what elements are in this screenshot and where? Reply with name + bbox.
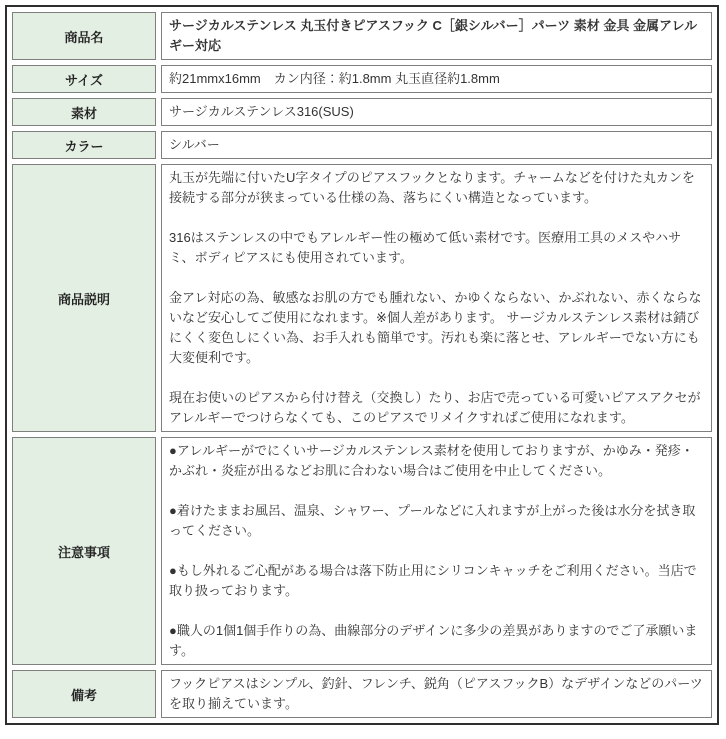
- product-spec-table: [5, 5, 719, 725]
- product-spec-table-body: [12, 12, 712, 718]
- spec-row-precautions: [12, 437, 712, 665]
- row-value-size: [161, 65, 712, 93]
- row-value-remarks-paragraph: フックピアスはシンプル、釣針、フレンチ、鋭角（ピアスフックB）なデザインなどのパーツを取り揃えています。: [169, 676, 703, 711]
- row-value-description: [161, 164, 712, 432]
- row-label-size: サイズ: [12, 65, 156, 93]
- spec-row-remarks: [12, 670, 712, 718]
- spec-row-material: [12, 98, 712, 126]
- row-value-material: [161, 98, 712, 126]
- row-label-precautions: 注意事項: [12, 437, 156, 665]
- row-value-product-name-paragraph: サージカルステンレス 丸玉付きピアスフック C［銀シルバー］パーツ 素材 金具 金属アレルギー対応: [169, 18, 698, 53]
- row-value-description-paragraph: 金アレ対応の為、敏感なお肌の方でも腫れない、かゆくならない、かぶれない、赤くならないなど安心してご使用になれます。※個人差があります。 サージカルステンレス素材は錆びにくく変色しにくい為、お手入れも簡単です。汚れも楽に落とせ、アレルギーでない方にも大変便利です。: [169, 290, 702, 365]
- row-value-description-paragraph: 316はステンレスの中でもアレルギー性の極めて低い素材です。医療用工具のメスやハサミ、ボディピアスにも使用されています。: [169, 230, 682, 265]
- row-value-precautions: [161, 437, 712, 665]
- row-value-precautions-paragraph: ●アレルギーがでにくいサージカルステンレス素材を使用しておりますが、かゆみ・発疹・かぶれ・炎症が出るなどお肌に合わない場合はご使用を中止してください。: [169, 443, 694, 478]
- row-label-material: 素材: [12, 98, 156, 126]
- row-value-description-paragraph: 現在お使いのピアスから付け替え（交換し）たり、お店で売っている可愛いピアスアクセがアレルギーでつけらなくても、このピアスでリメイクすればご使用になれます。: [169, 390, 701, 425]
- row-value-description-paragraph: 丸玉が先端に付いたU字タイプのピアスフックとなります。チャームなどを付けた丸カンを接続する部分が狭まっている仕様の為、落ちにくい構造となっています。: [169, 170, 695, 205]
- spec-row-color: [12, 131, 712, 159]
- row-label-color: カラー: [12, 131, 156, 159]
- row-value-remarks: [161, 670, 712, 718]
- row-label-product-name: 商品名: [12, 12, 156, 60]
- row-value-precautions-paragraph: ●職人の1個1個手作りの為、曲線部分のデザインに多少の差異がありますのでご了承願います。: [169, 623, 698, 658]
- row-value-material-paragraph: サージカルステンレス316(SUS): [169, 104, 354, 119]
- row-value-product-name: [161, 12, 712, 60]
- row-value-precautions-paragraph: ●着けたままお風呂、温泉、シャワー、プールなどに入れますが上がった後は水分を拭き取ってください。: [169, 503, 696, 538]
- spec-row-product-name: [12, 12, 712, 60]
- spec-row-size: [12, 65, 712, 93]
- row-value-color-paragraph: シルバー: [169, 137, 220, 152]
- row-label-remarks: 備考: [12, 670, 156, 718]
- row-label-description: 商品説明: [12, 164, 156, 432]
- row-value-color: [161, 131, 712, 159]
- row-value-size-paragraph: 約21mmx16mm カン内径：約1.8mm 丸玉直径約1.8mm: [169, 71, 500, 86]
- row-value-precautions-paragraph: ●もし外れるご心配がある場合は落下防止用にシリコンキャッチをご利用ください。当店で取り扱っております。: [169, 563, 697, 598]
- spec-row-description: [12, 164, 712, 432]
